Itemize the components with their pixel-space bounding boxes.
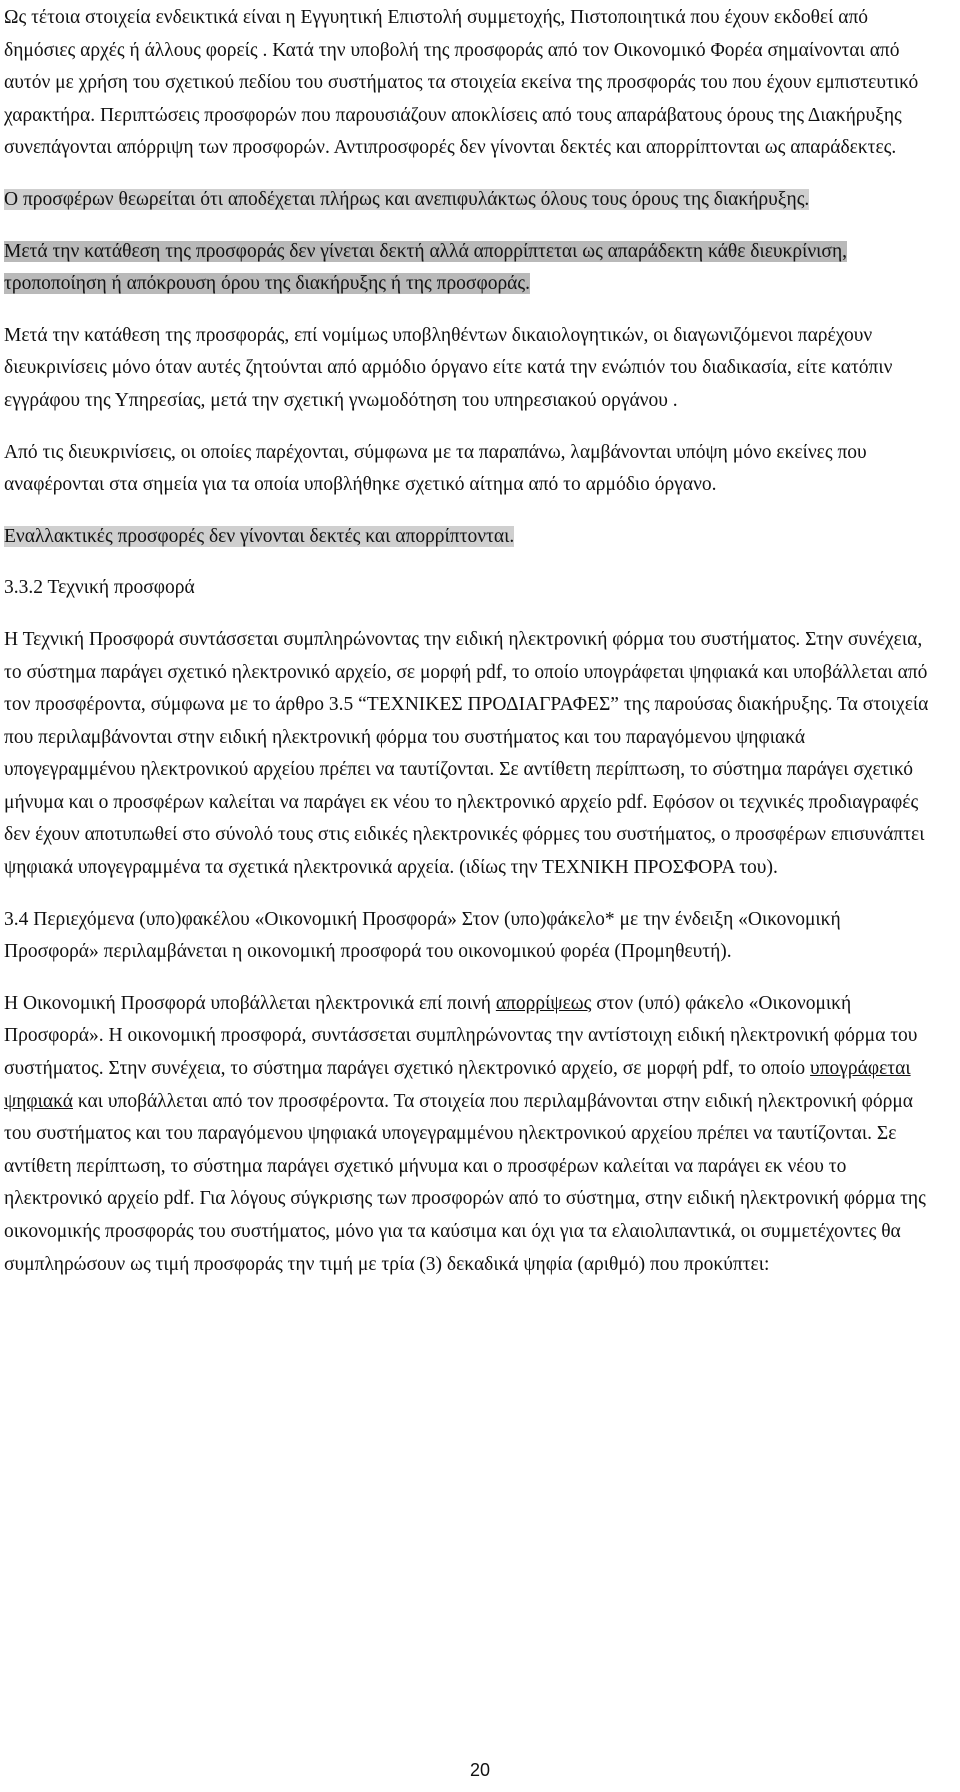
paragraph-no-clarifications [4, 236, 940, 301]
paragraph-clarifications-considered: Από τις διευκρινίσεις, οι οποίες παρέχονται, σύμφωνα με τα παραπάνω, λαμβάνονται υπόψη μόνο εκείνες που αναφέρονται στα σημεία για τα οποία υποβλήθηκε σχετικό αίτημα από το αρμόδιο όργανο. [4, 441, 867, 496]
underlined-text: υπογράφεται ψηφιακά [4, 1058, 911, 1112]
highlighted-text: Μετά την κατάθεση της προσφοράς δεν γίνεται δεκτή αλλά απορρίπτεται ως απαράδεκτη κάθε διευκρίνιση, τροποποίηση ή απόκρουση όρου της διακήρυξης ή της προσφοράς. [4, 240, 848, 295]
paragraph-technical-offer: Η Τεχνική Προσφορά συντάσσεται συμπληρώνοντας την ειδική ηλεκτρονική φόρμα του συστήματος. Στην συνέχεια, το σύστημα παράγει σχετικό ηλεκτρονικό αρχείο, σε μορφή pdf, το οποίο υπογράφεται ψηφιακά και υποβάλλεται από τον προσφέροντα, σύμφωνα με το άρθρο 3.5 “ΤΕΧΝΙΚΕΣ ΠΡΟΔΙΑΓΡΑΦΕΣ” της παρούσας διακήρυξης. Τα στοιχεία που περιλαμβάνονται στην ειδική ηλεκτρονική φόρμα του συστήματος και του παραγόμενου ψηφιακά υπογεγραμμένου ηλεκτρονικού αρχείου πρέπει να ταυτίζονται. Σε αντίθετη περίπτωση, το σύστημα παράγει σχετικό μήνυμα και ο προσφέρων καλείται να παράγει εκ νέου το ηλεκτρονικό αρχείο pdf. Εφόσον οι τεχνικές προδιαγραφές δεν έχουν αποτυπωθεί στο σύνολό τους στις ειδικές ηλεκτρονικές φόρμες του συστήματος, ο προσφέρων επισυνάπτει ψηφιακά υπογεγραμμένα τα σχετικά ηλεκτρονικά αρχεία. (ιδίως την ΤΕΧΝΙΚΗ ΠΡΟΣΦΟΡΑ του). [4, 628, 929, 879]
underlined-text: απορρίψεως [495, 992, 592, 1014]
paragraph-financial-envelope: 3.4 Περιεχόμενα (υπο)φακέλου «Οικονομική Προσφορά» Στον (υπο)φάκελο* με την ένδειξη «Οικονομική Προσφορά» περιλαμβάνεται η οικονομική προσφορά του οικονομικού φορέα (Προμηθευτή). [4, 908, 841, 963]
highlighted-text: Εναλλακτικές προσφορές δεν γίνονται δεκτές και απορρίπτονται. [4, 525, 515, 547]
paragraph-financial-offer [4, 988, 940, 1281]
paragraph-acceptance-of-terms [4, 184, 940, 217]
paragraph-clarifications-procedure: Μετά την κατάθεση της προσφοράς, επί νομίμως υποβληθέντων δικαιολογητικών, οι διαγωνιζόμενοι παρέχουν διευκρινίσεις μόνο όταν αυτές ζητούνται από αρμόδιο όργανο είτε κατά την ενώπιόν του διαδικασία, είτε κατόπιν εγγράφου της Υπηρεσίας, μετά την σχετική γνωμοδότηση του υπηρεσιακού οργάνου . [4, 324, 893, 411]
page-number: 20 [469, 1760, 491, 1780]
paragraph-confidential-data: Ως τέτοια στοιχεία ενδεικτικά είναι η Εγγυητική Επιστολή συμμετοχής, Πιστοποιητικά που έχουν εκδοθεί από δημόσιες αρχές ή άλλους φορείς . Κατά την υποβολή της προσφοράς από τον Οικονομικό Φορέα σημαίνονται από αυτόν με χρήση του σχετικού πεδίου του συστήματος τα στοιχεία εκείνα της προσφοράς του που έχουν εμπιστευτικό χαρακτήρα. Περιπτώσεις προσφορών που παρουσιάζουν αποκλίσεις από τους απαράβατους όρους της Διακήρυξης συνεπάγονται απόρριψη των προσφορών. Αντιπροσφορές δεν γίνονται δεκτές και απορρίπτονται ως απαράδεκτες. [4, 7, 919, 159]
text-run: και υποβάλλεται από τον προσφέροντα. Τα στοιχεία που περιλαμβάνονται στην ειδική ηλεκτρονική φόρμα του συστήματος και του παραγόμενου ψηφιακά υπογεγραμμένου ηλεκτρονικού αρχείου πρέπει να ταυτίζονται. Σε αντίθετη περίπτωση, το σύστημα παράγει σχετικό μήνυμα και ο προσφέρων καλείται να παράγει εκ νέου το ηλεκτρονικό αρχείο pdf. Για λόγους σύγκρισης των προσφορών από το σύστημα, στην ειδική ηλεκτρονική φόρμα της οικονομικής προσφοράς του συστήματος, μόνο για τα καύσιμα και όχι για τα ελαιολιπαντικά, οι συμμετέχοντες θα συμπληρώσουν ως τιμή προσφοράς την τιμή με τρία (3) δεκαδικά ψηφία (αριθμό) που προκύπτει: [4, 1090, 926, 1275]
document-page [4, 0, 940, 1281]
text-run: στον (υπό) φάκελο «Οικονομική Προσφορά». Η οικονομική προσφορά, συντάσσεται συμπληρώνοντας την αντίστοιχη ειδική ηλεκτρονική φόρμα του συστήματος. Στην συνέχεια, το σύστημα παράγει σχετικό ηλεκτρονικό αρχείο, σε μορφή pdf, το οποίο [4, 992, 918, 1080]
text-run: Η Οικονομική Προσφορά υποβάλλεται ηλεκτρονικά επί ποινή [4, 992, 496, 1014]
section-heading-technical-offer: 3.3.2 Τεχνική προσφορά [4, 577, 195, 599]
highlighted-text: Ο προσφέρων θεωρείται ότι αποδέχεται πλήρως και ανεπιφυλάκτως όλους τους όρους της διακήρυξης. [4, 188, 810, 210]
paragraph-alternative-offers [4, 521, 940, 554]
